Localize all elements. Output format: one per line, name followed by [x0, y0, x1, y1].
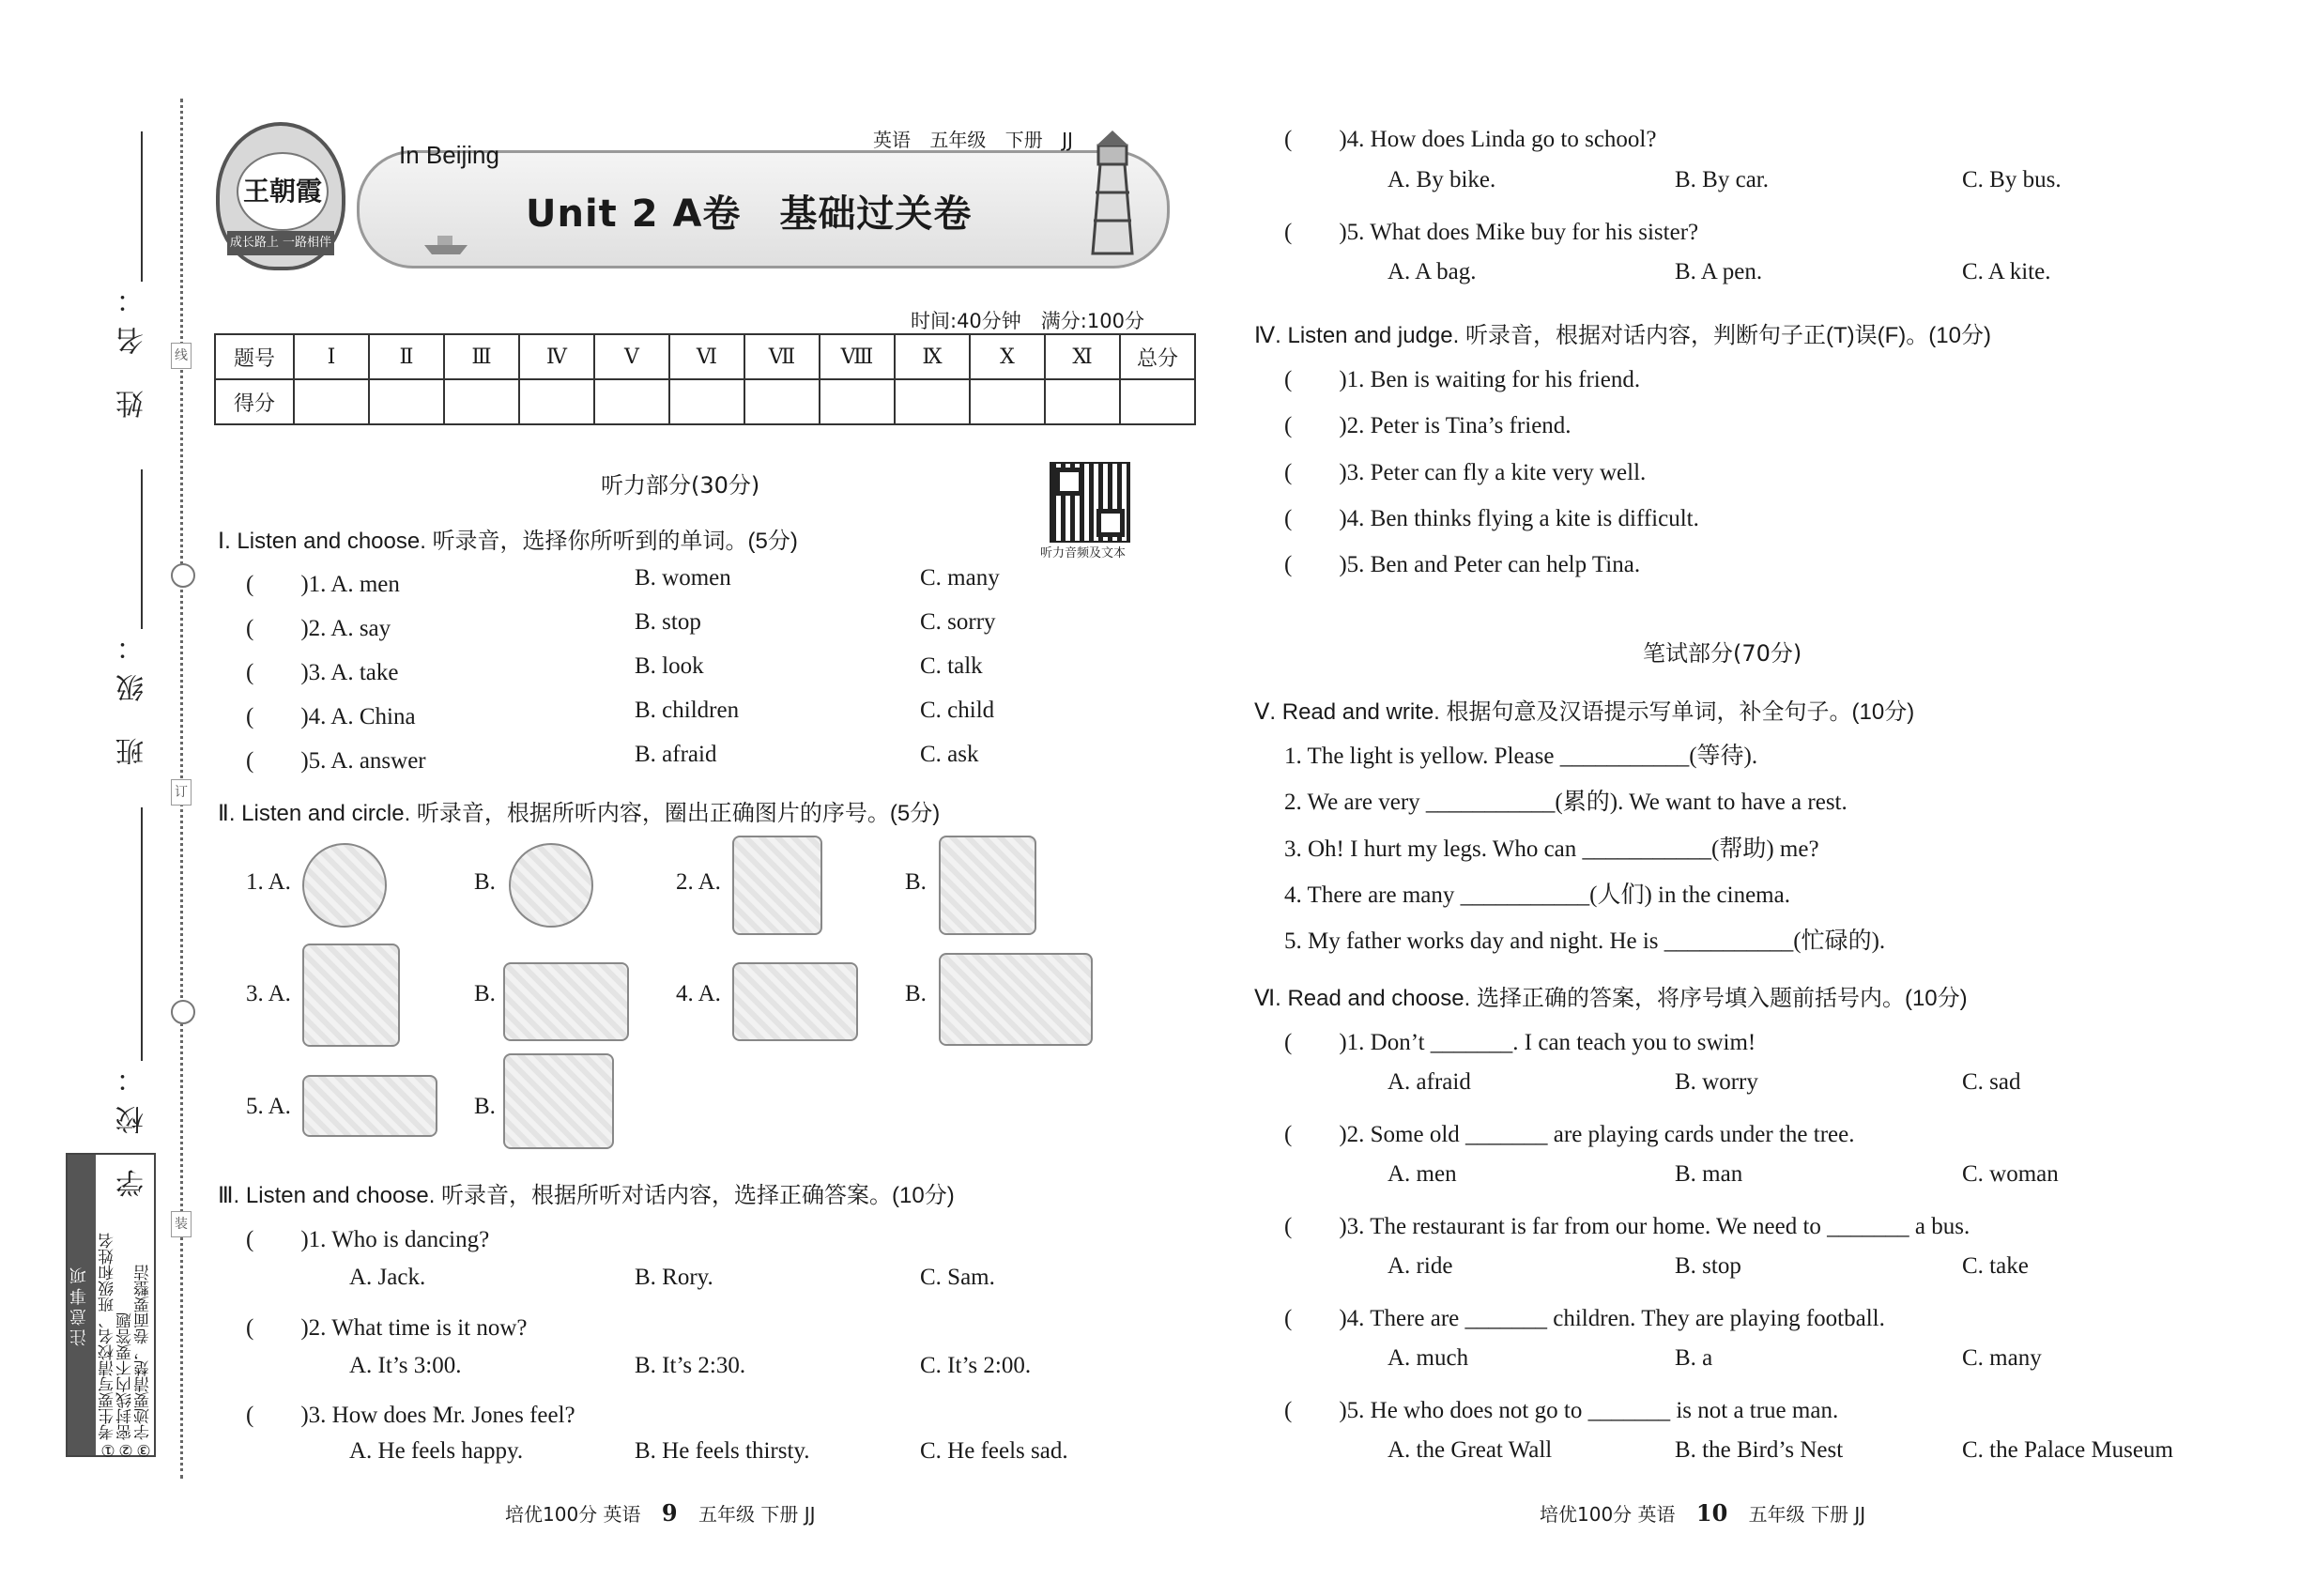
picture-girl-singing[interactable] [732, 836, 822, 935]
cut-mark-1: 线 [171, 343, 192, 369]
s2-label: 4. A. [676, 981, 721, 1006]
s1-q3: ( )3. A. take [246, 660, 399, 685]
picture-children-singing[interactable] [939, 836, 1036, 935]
s2-label: B. [905, 869, 927, 895]
s2-label: 3. A. [246, 981, 291, 1006]
section-4-title: Ⅳ. Listen and judge. 听录音，根据对话内容，判断句子正(T)误(F)。(10分) [1254, 323, 1991, 348]
score-cell[interactable] [744, 379, 820, 424]
score-header-cell: Ⅶ [744, 334, 820, 379]
score-cell[interactable] [369, 379, 444, 424]
s3-q4-b: B. By car. [1675, 167, 1769, 192]
footer-volume: 下册 [760, 1503, 799, 1526]
s1-q4: ( )4. A. China [246, 704, 416, 729]
score-cell[interactable] [594, 379, 669, 424]
s6-q2-a: A. men [1388, 1161, 1457, 1187]
qr-caption: 听力音频及文本 [1040, 546, 1127, 560]
score-cell[interactable] [519, 379, 594, 424]
s6-q1-c: C. sad [1962, 1069, 2021, 1095]
s5-q4: 4. There are many ___________(人们) in the cinema. [1284, 882, 1790, 908]
ship-icon [422, 230, 469, 256]
s3-q5-a: A. A bag. [1388, 259, 1477, 284]
score-header-cell: Ⅸ [895, 334, 970, 379]
score-header-cell: Ⅱ [369, 334, 444, 379]
s5-q5: 5. My father works day and night. He is ___________(忙碌的). [1284, 928, 1886, 954]
picture-empty-classroom[interactable] [939, 953, 1093, 1046]
score-header-cell: Ⅵ [669, 334, 744, 379]
s2-label: B. [474, 1094, 496, 1119]
name-label: 姓 名： [116, 272, 149, 419]
score-row [215, 379, 1195, 424]
logo-ribbon: 成长路上 一路相伴 [227, 231, 334, 255]
score-header-row [215, 334, 1195, 379]
score-cell[interactable] [1120, 379, 1195, 424]
s4-q2: ( )2. Peter is Tina’s friend. [1284, 413, 1572, 438]
section-2-title: Ⅱ. Listen and circle. 听录音，根据所听内容，圈出正确图片的序号。(5分) [218, 801, 941, 826]
s3-q4-a: A. By bike. [1388, 167, 1496, 192]
grade-label: 五年级 [929, 129, 987, 151]
score-table [214, 333, 1196, 425]
page-number: 9 [661, 1499, 678, 1527]
notice-line-3: ③字迹要清楚，卷面要整洁 [134, 1265, 153, 1459]
s6-q4: ( )4. There are _______ children. They are playing football. [1284, 1306, 1885, 1331]
s3-q1-b: B. Rory. [635, 1265, 713, 1290]
s3-q5-b: B. A pen. [1675, 259, 1763, 284]
class-label: 班 级： [116, 620, 149, 766]
score-header-cell: Ⅰ [294, 334, 369, 379]
cut-mark-3: 装 [171, 1211, 192, 1237]
score-header-cell: Ⅷ [820, 334, 895, 379]
s1-q5: ( )5. A. answer [246, 748, 426, 774]
picture-girl-painting[interactable] [302, 944, 400, 1047]
exam-info: 时间:40分钟 满分:100分 [911, 310, 1144, 332]
s3-q3: ( )3. How does Mr. Jones feel? [246, 1403, 575, 1428]
s1-q5-c: C. ask [920, 742, 979, 767]
page-number: 10 [1695, 1499, 1728, 1527]
footer-volume: 下册 [1811, 1503, 1849, 1526]
writing-title: 笔试部分(70分) [1643, 640, 1802, 667]
s4-q3: ( )3. Peter can fly a kite very well. [1284, 460, 1647, 485]
footer-left [505, 1499, 815, 1527]
s6-q5: ( )5. He who does not go to _______ is not a true man. [1284, 1398, 1839, 1423]
s6-q5-b: B. the Bird’s Nest [1675, 1437, 1844, 1463]
section-3-title: Ⅲ. Listen and choose. 听录音，根据所听对话内容，选择正确答案。(10分) [218, 1183, 955, 1208]
logo-text: 王朝霞 [237, 152, 329, 231]
s1-q3-b: B. look [635, 653, 704, 679]
section-5-title: Ⅴ. Read and write. 根据句意及汉语提示写单词，补全句子。(10分) [1254, 699, 1915, 725]
picture-tiananmen[interactable] [302, 1075, 437, 1137]
score-cell[interactable] [444, 379, 519, 424]
score-cell[interactable] [895, 379, 970, 424]
notice-body [98, 1155, 155, 1463]
s3-q2-c: C. It’s 2:00. [920, 1353, 1032, 1378]
s1-q5-b: B. afraid [635, 742, 717, 767]
s6-q4-b: B. a [1675, 1345, 1713, 1371]
s3-q1-c: C. Sam. [920, 1265, 995, 1290]
s1-q3-c: C. talk [920, 653, 983, 679]
s6-q5-c: C. the Palace Museum [1962, 1437, 2173, 1463]
footer-right [1540, 1499, 1865, 1527]
s3-q5: ( )5. What does Mike buy for his sister? [1284, 220, 1699, 245]
score-header-cell: 总分 [1120, 334, 1195, 379]
score-cell[interactable] [970, 379, 1045, 424]
score-header-cell: Ⅳ [519, 334, 594, 379]
picture-sad-face[interactable] [509, 843, 593, 928]
school-label: 学 校： [116, 1051, 149, 1198]
s1-q1-b: B. women [635, 565, 731, 591]
s6-q4-c: C. many [1962, 1345, 2042, 1371]
s3-q4: ( )4. How does Linda go to school? [1284, 127, 1657, 152]
s3-q1: ( )1. Who is dancing? [246, 1227, 490, 1252]
s4-q1: ( )1. Ben is waiting for his friend. [1284, 367, 1641, 392]
notice-box [66, 1153, 156, 1457]
binding-hole-1 [171, 563, 195, 588]
name-write-line [141, 131, 143, 282]
class-write-line [141, 469, 143, 629]
s1-q1: ( )1. A. men [246, 572, 400, 597]
footer-brand: 培优100分 [505, 1503, 598, 1526]
s2-label: B. [905, 981, 927, 1006]
s5-q3: 3. Oh! I hurt my legs. Who can ___________(帮助) me? [1284, 836, 1819, 862]
s4-q5: ( )5. Ben and Peter can help Tina. [1284, 552, 1641, 577]
notice-title: 注意事项 [68, 1155, 96, 1455]
subject-info [873, 125, 1073, 152]
score-cell[interactable] [1045, 379, 1120, 424]
qr-code[interactable] [1050, 462, 1130, 543]
s3-q2-a: A. It’s 3:00. [349, 1353, 462, 1378]
s6-q2-b: B. man [1675, 1161, 1743, 1187]
s4-q4: ( )4. Ben thinks flying a kite is difficult. [1284, 506, 1699, 531]
s1-q2-c: C. sorry [920, 609, 996, 635]
s2-label: B. [474, 869, 496, 895]
score-cell[interactable] [294, 379, 369, 424]
s3-q1-a: A. Jack. [349, 1265, 426, 1290]
score-header-cell: Ⅲ [444, 334, 519, 379]
footer-subject: 英语 [1637, 1503, 1676, 1526]
volume-label: 下册 [1004, 129, 1043, 151]
publisher-logo [216, 122, 345, 270]
score-row-label: 得分 [215, 379, 294, 424]
s6-q1-a: A. afraid [1388, 1069, 1471, 1095]
section-6-title: Ⅵ. Read and choose. 选择正确的答案，将序号填入题前括号内。(10分) [1254, 986, 1968, 1011]
score-cell[interactable] [669, 379, 744, 424]
s6-q3-a: A. ride [1388, 1253, 1453, 1279]
school-write-line [141, 807, 143, 1061]
s6-q1-b: B. worry [1675, 1069, 1758, 1095]
s6-q1: ( )1. Don’t _______. I can teach you to swim! [1284, 1030, 1756, 1055]
s3-q3-b: B. He feels thirsty. [635, 1438, 810, 1464]
picture-picnic[interactable] [503, 962, 629, 1041]
s6-q3: ( )3. The restaurant is far from our home. We need to _______ a bus. [1284, 1214, 1970, 1239]
s3-q4-c: C. By bus. [1962, 167, 2062, 192]
s3-q2: ( )2. What time is it now? [246, 1315, 528, 1341]
unit-title: Unit 2 A卷 基础过关卷 [526, 192, 973, 236]
s1-q2: ( )2. A. say [246, 616, 391, 641]
s2-label: 1. A. [246, 869, 291, 895]
s6-q2: ( )2. Some old _______ are playing cards under the tree. [1284, 1122, 1855, 1147]
s3-q3-a: A. He feels happy. [349, 1438, 524, 1464]
score-header-cell: Ⅺ [1045, 334, 1120, 379]
lesson-title: In Beijing [399, 141, 499, 169]
lighthouse-icon [1080, 127, 1145, 258]
listening-title: 听力部分(30分) [601, 472, 760, 499]
footer-edition: JJ [1854, 1503, 1866, 1526]
binding-hole-2 [171, 1000, 195, 1024]
score-cell[interactable] [820, 379, 895, 424]
footer-subject: 英语 [603, 1503, 641, 1526]
picture-great-wall[interactable] [503, 1053, 614, 1149]
s6-q3-b: B. stop [1675, 1253, 1741, 1279]
s3-q2-b: B. It’s 2:30. [635, 1353, 746, 1378]
s1-q4-c: C. child [920, 698, 995, 723]
s2-label: 2. A. [676, 869, 721, 895]
notice-line-1: ①考生要写清校名、班级和姓名 [99, 1233, 117, 1459]
s6-q3-c: C. take [1962, 1253, 2029, 1279]
s6-q4-a: A. much [1388, 1345, 1469, 1371]
picture-happy-face[interactable] [302, 843, 387, 928]
s6-q5-a: A. the Great Wall [1388, 1437, 1553, 1463]
score-header-cell: Ⅴ [594, 334, 669, 379]
footer-brand: 培优100分 [1540, 1503, 1633, 1526]
s1-q2-b: B. stop [635, 609, 701, 635]
score-header-cell: Ⅹ [970, 334, 1045, 379]
notice-line-2: ②密封线内不要答题 [116, 1312, 135, 1459]
footer-grade: 五年级 [1748, 1503, 1805, 1526]
cut-mark-2: 订 [171, 779, 192, 806]
s5-q2: 2. We are very ___________(累的). We want to have a rest. [1284, 790, 1848, 815]
footer-edition: JJ [804, 1503, 816, 1526]
s1-q1-c: C. many [920, 565, 1000, 591]
s3-q3-c: C. He feels sad. [920, 1438, 1068, 1464]
s5-q1: 1. The light is yellow. Please ___________(等待). [1284, 744, 1758, 769]
score-header-cell: 题号 [215, 334, 294, 379]
picture-classroom-kids[interactable] [732, 962, 858, 1041]
footer-grade: 五年级 [698, 1503, 755, 1526]
section-1-title: Ⅰ. Listen and choose. 听录音，选择你所听到的单词。(5分) [218, 529, 798, 554]
s2-label: 5. A. [246, 1094, 291, 1119]
edition-label: JJ [1062, 129, 1073, 151]
s1-q4-b: B. children [635, 698, 740, 723]
s2-label: B. [474, 981, 496, 1006]
subject-label: 英语 [873, 129, 911, 151]
s6-q2-c: C. woman [1962, 1161, 2059, 1187]
s3-q5-c: C. A kite. [1962, 259, 2051, 284]
